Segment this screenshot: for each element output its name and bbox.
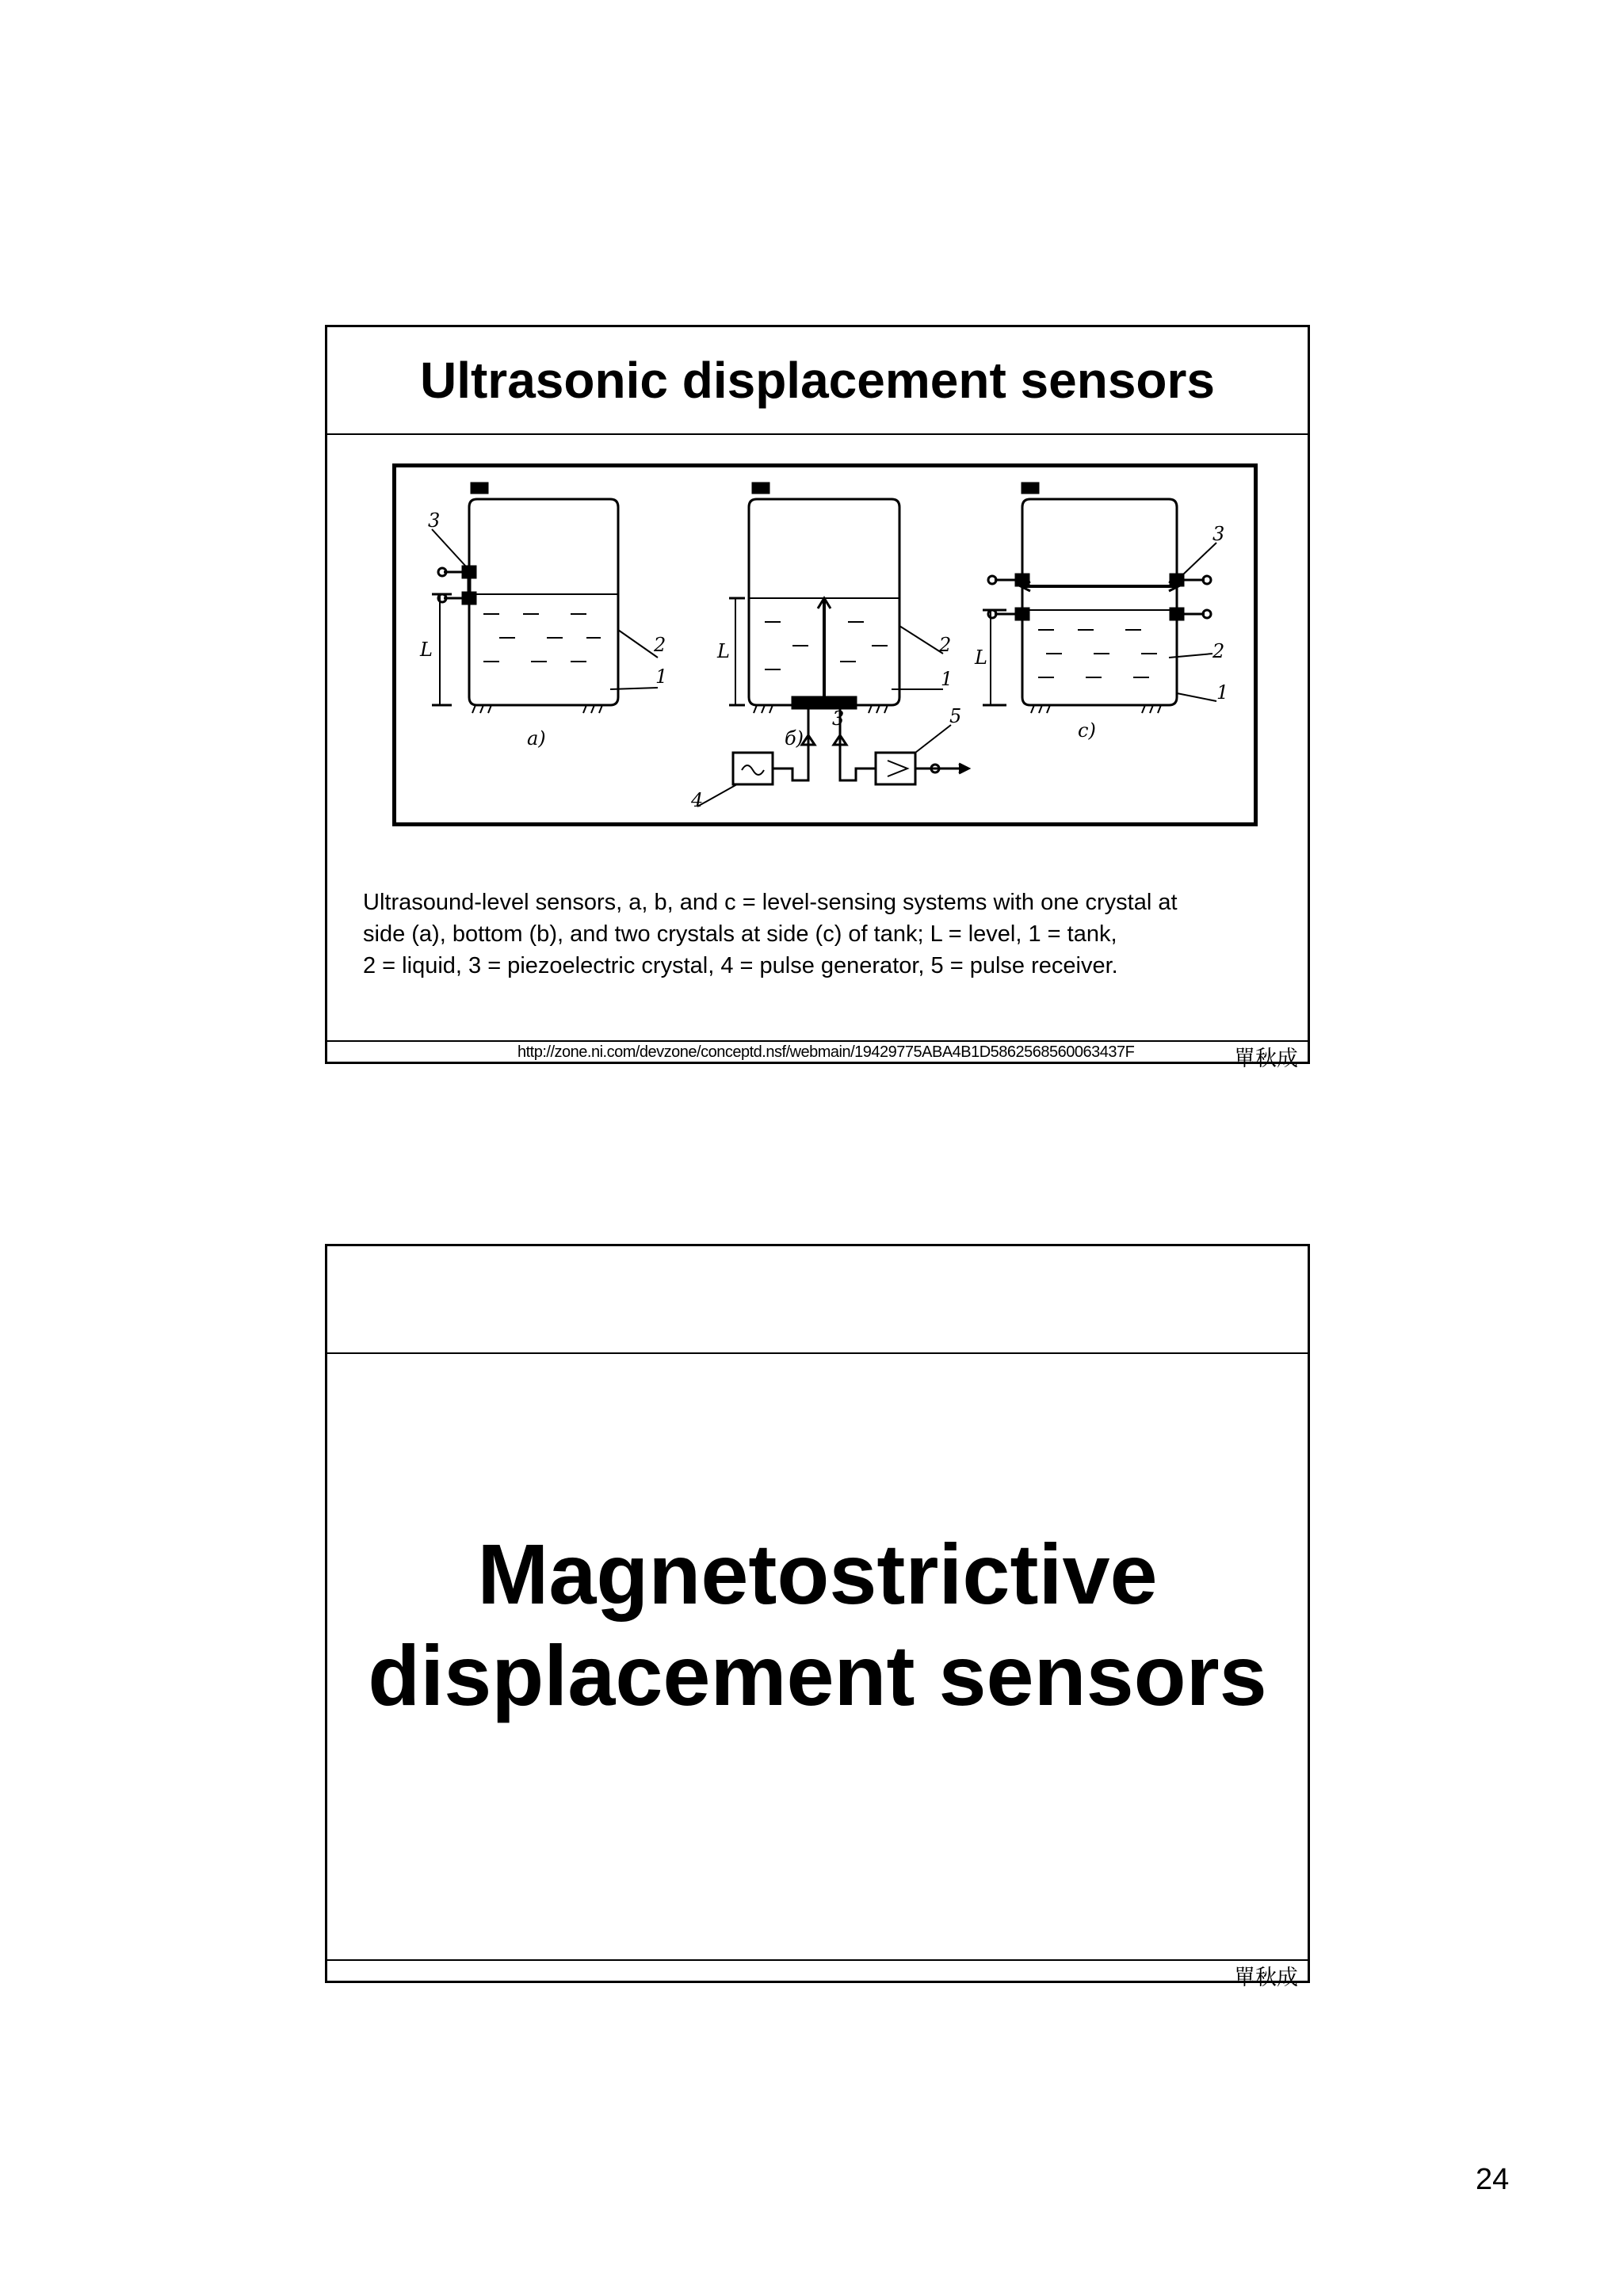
- section-title: [327, 1524, 1308, 1726]
- footer-divider: [327, 1040, 1308, 1042]
- fig-label-3a: 3: [428, 509, 441, 532]
- figure-caption: [363, 887, 1282, 982]
- footer-divider: [327, 1959, 1308, 1961]
- fig-label-Lb: L: [717, 640, 730, 662]
- source-url: http://zone.ni.com/devzone/conceptd.nsf/webmain/19429775ABA4B1D5862568560063437F: [517, 1043, 1135, 1061]
- fig-label-1a: 1: [655, 666, 668, 688]
- fig-label-2b: 2: [939, 634, 952, 656]
- fig-sublabel-a: a): [527, 727, 546, 749]
- ultrasonic-sensor-figure: [392, 463, 1258, 826]
- caption-line: 2 = liquid, 3 = piezoelectric crystal, 4 = pulse generator, 5 = pulse receiver.: [363, 953, 1118, 978]
- fig-label-4: 4: [691, 789, 704, 811]
- author-name: 單秋成: [1234, 1047, 1298, 1071]
- fig-label-2c: 2: [1212, 640, 1225, 662]
- fig-label-La: L: [420, 639, 433, 661]
- tank-diagram: [396, 467, 1254, 822]
- fig-label-1b: 1: [941, 668, 953, 690]
- slide-ultrasonic: [325, 325, 1310, 1071]
- fig-label-5: 5: [949, 705, 962, 727]
- fig-label-3b: 3: [832, 707, 845, 730]
- fig-label-1c: 1: [1216, 681, 1229, 704]
- caption-line: side (a), bottom (b), and two crystals at side (c) of tank; L = level, 1 = tank,: [363, 921, 1117, 947]
- caption-line: Ultrasound-level sensors, a, b, and c = level-sensing systems with one crystal at: [363, 890, 1178, 915]
- slide-magnetostrictive: [325, 1244, 1310, 1990]
- fig-label-3c: 3: [1212, 523, 1225, 545]
- fig-sublabel-b: б): [785, 727, 804, 749]
- section-title-line: Magnetostrictive: [477, 1526, 1158, 1622]
- section-title-line: displacement sensors: [368, 1627, 1267, 1723]
- fig-sublabel-c: c): [1078, 719, 1096, 742]
- slide-title-area: [327, 1246, 1308, 1354]
- fig-label-Lc: L: [975, 646, 987, 669]
- fig-label-2a: 2: [654, 634, 666, 656]
- page-number: 24: [1476, 2163, 1510, 2196]
- author-name: 單秋成: [1234, 1966, 1298, 1990]
- slide-title-area: [327, 327, 1308, 435]
- slide-title: Ultrasonic displacement sensors: [419, 352, 1216, 409]
